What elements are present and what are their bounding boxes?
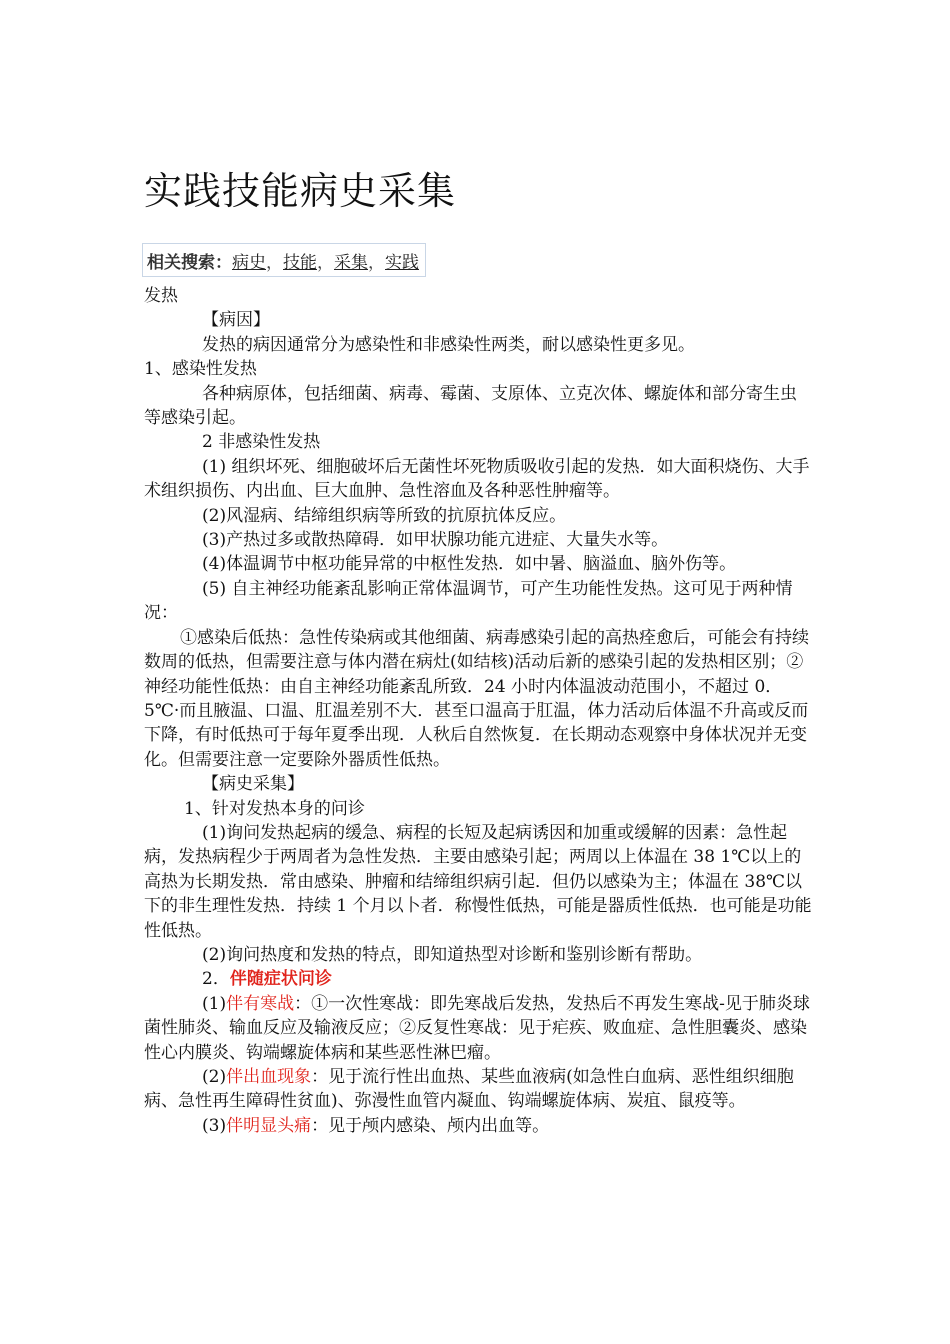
paragraph: (2)风湿病、结缔组织病等所致的抗原抗体反应。 [202, 505, 567, 526]
paragraph [144, 992, 812, 1065]
related-sep: ， [266, 253, 283, 273]
related-link-caiji[interactable]: 采集 [334, 253, 368, 273]
item-number: (3) [202, 1115, 227, 1136]
related-search-box [142, 243, 426, 277]
subsection-heading: 2 非感染性发热 [202, 432, 321, 453]
highlight-term: 伴出血现象 [226, 1067, 312, 1087]
paragraph: (2)询问热度和发热的特点，即知道热型对诊断和鉴别诊断有帮助。 [202, 944, 703, 965]
subsection-heading: 【病史采集】 [202, 774, 304, 795]
paragraph: (3)产热过多或散热障碍．如甲状腺功能亢进症、大量失水等。 [202, 530, 669, 551]
paragraph: (4)体温调节中枢功能异常的中枢性发热．如中暑、脑溢血、脑外伤等。 [202, 554, 737, 575]
item-number: (1) [202, 993, 227, 1014]
heading-number: 2． [202, 969, 230, 990]
paragraph: (5) 自主神经功能紊乱影响正常体温调节，可产生功能性发热。这可见于两种情况： [144, 578, 793, 624]
paragraph [144, 1114, 812, 1138]
related-sep: ， [317, 253, 334, 273]
paragraph: 发热的病因通常分为感染性和非感染性两类，耐以感染性更多见。 [202, 334, 695, 355]
paragraph: (1) 组织坏死、细胞破坏后无菌性坏死物质吸收引起的发热．如大面积烧伤、大手术组织损伤、内出血、巨大血肿、急性溶血及各种恶性肿瘤等。 [144, 456, 810, 502]
item-text: ：见于颅内感染、颅内出血等。 [311, 1115, 550, 1136]
subsection-heading: 1、感染性发热 [144, 359, 257, 380]
related-sep: ， [368, 253, 385, 273]
highlight-term: 伴有寒战 [226, 993, 295, 1014]
paragraph: (1)询问发热起病的缓急、病程的长短及起病诱因和加重或缓解的因素：急性起病，发热病程少于两周者为急性发热．主要由感染引起；两周以上体温在 38 1℃以上的高热为长期发热．常由感染、肿瘤和结缔组织病引起．但仍以感染为主；体温在 38℃以下的非生理性发热．持续 1 个月以卜者．称慢性低热，可能是器质性低热．也可能是功能性低热。 [144, 822, 812, 941]
document-body [144, 284, 812, 1138]
item-text: ：见于流行性出血热、某些血液病(如急性白血病、恶性组织细胞病、急性再生障碍性贫血)、弥漫性血管内凝血、钩端螺旋体病、炭疽、鼠疫等。 [144, 1067, 794, 1112]
related-link-jineng[interactable]: 技能 [283, 253, 317, 273]
section-heading: 发热 [144, 286, 178, 306]
page-title: 实践技能病史采集 [144, 169, 457, 213]
related-link-shijian[interactable]: 实践 [385, 253, 419, 273]
paragraph [144, 1065, 812, 1114]
paragraph: 各种病原体，包括细菌、病毒、霉菌、支原体、立克次体、螺旋体和部分寄生虫等感染引起。 [144, 383, 797, 429]
subsection-heading [144, 967, 812, 991]
item-number: (2) [202, 1067, 227, 1087]
item-text: ：①一次性寒战：即先寒战后发热，发热后不再发生寒战-见于肺炎球菌性肺炎、输血反应及输液反应；②反复性寒战：见于疟疾、败血症、急性胆囊炎、感染性心内膜炎、钩端螺旋体病和某些恶性淋巴瘤。 [144, 993, 810, 1063]
related-search-label: 相关搜索： [147, 253, 232, 273]
subsection-heading: 1、针对发热本身的问诊 [184, 798, 365, 819]
subsection-heading: 【病因】 [202, 310, 270, 331]
highlight-heading: 伴随症状问诊 [229, 969, 332, 990]
related-link-bingshi[interactable]: 病史 [232, 253, 266, 273]
paragraph: ①感染后低热：急性传染病或其他细菌、病毒感染引起的高热痊愈后，可能会有持续数周的低热，但需要注意与体内潜在病灶(如结核)活动后新的感染引起的发热相区别；②神经功能性低热：由自主神经功能紊乱所致．24 小时内体温波动范围小，不超过 0．5℃·而且腋温、口温、肛温差别不大．甚至口温高于肛温，体力活动后体温不升高或反而下降，有时低热可于每年夏季出现．人秋后自然恢复．在长期动态观察中身体状况并无变化。但需要注意一定要除外器质性低热。 [144, 627, 809, 770]
highlight-term: 伴明显头痛 [226, 1115, 312, 1136]
